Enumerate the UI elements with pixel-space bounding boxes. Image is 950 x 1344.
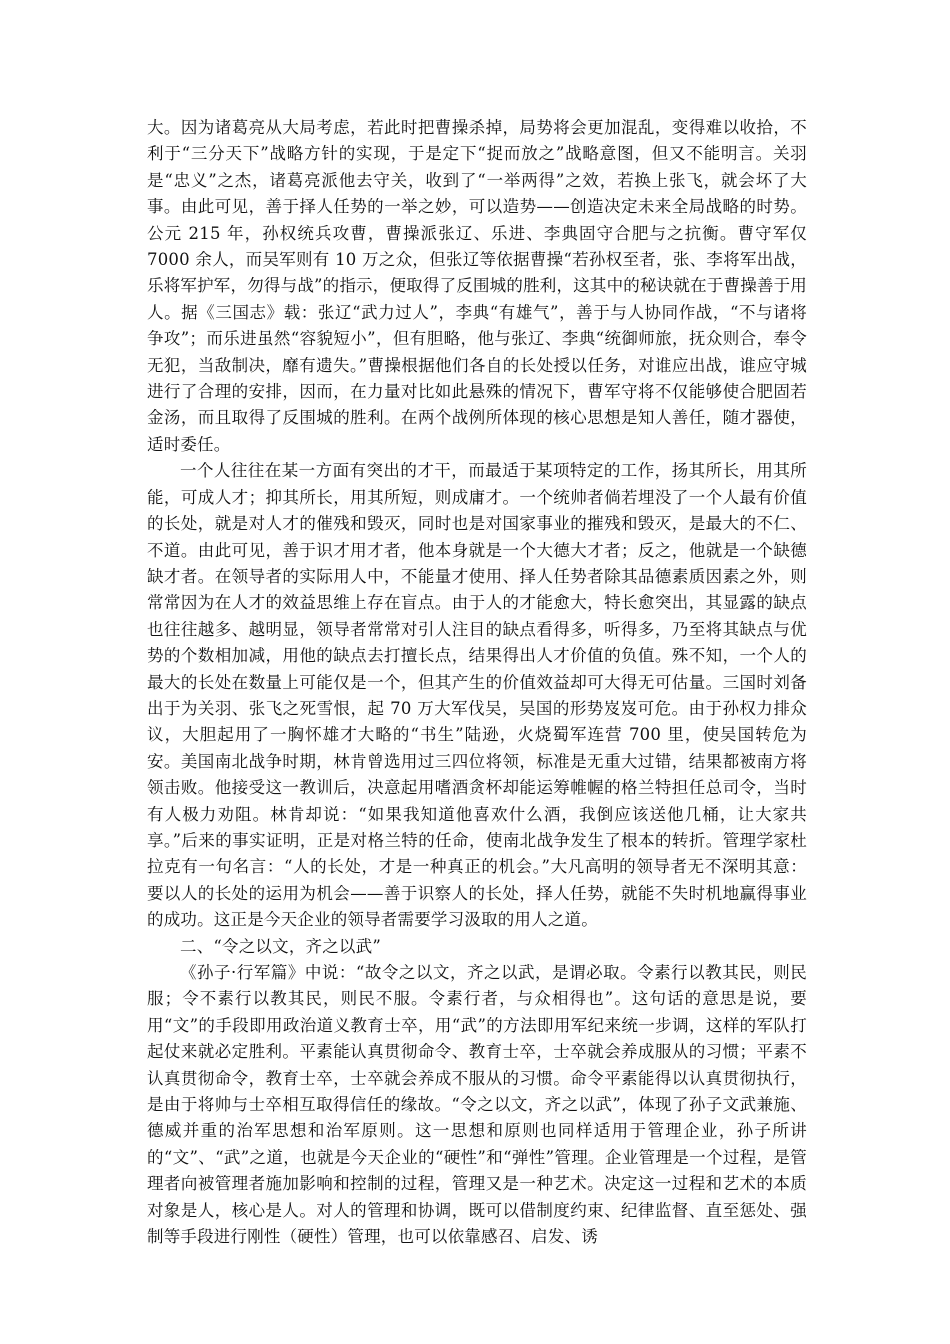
paragraph-talent-use: 一个人往往在某一方面有突出的才干，而最适于某项特定的工作，扬其所长，用其所能，可成人才；抑其所长，用其所短，则成庸才。一个统帅者倘若埋没了一个人最有价值的长处，就是对人才的催残和毁灭，同时也是对国家事业的摧残和毁灭，是最大的不仁、不道。由此可见，善于识才用才者，他本身就是一个大德大才者；反之，他就是一个缺德缺才者。在领导者的实际用人中，不能量才使用、择人任势者除其品德素质因素之外，则常常因为在人才的效益思维上存在盲点。由于人的才能愈大，特长愈突出，其显露的缺点也往往越多、越明显，领导者常常对引人注目的缺点看得多，听得多，乃至将其缺点与优势的个数相加减，用他的缺点去打擅长点，结果得出人才价值的负值。殊不知，一个人的最大的长处在数量上可能仅是一个，但其产生的价值效益却可大得无可估量。三国时刘备出于为关羽、张飞之死雪恨，起 70 万大军伐吴，吴国的形势岌岌可危。由于孙权力排众议，大胆起用了一胸怀雄才大略的“书生”陆逊，火烧蜀军连营 700 里，使吴国转危为安。美国南北战争时期，林肯曾选用过三四位将领，标准是无重大过错，结果都被南方将领击败。他接受这一教训后，决意起用嗜酒贪杯却能运筹帷幄的格兰特担任总司令，当时有人极力劝阻。林肯却说：“如果我知道他喜欢什么酒，我倒应该送他几桶，让大家共享。”后来的事实证明，正是对格兰特的任命，使南北战争发生了根本的转折。管理学家杜拉克有一句名言：“人的长处，才是一种真正的机会。”大凡高明的领导者无不深明其意：要以人的长处的运用为机会——善于识察人的长处，择人任势，就能不失时机地赢得事业的成功。这正是今天企业的领导者需要学习汲取的用人之道。 [147,461,807,930]
paragraph-sunzi: 《孙子·行军篇》中说：“故令之以文，齐之以武，是谓必取。令素行以教其民，则民服；令不素行以教其民，则民不服。令素行者，与众相得也”。这句话的意思是说，要用“文”的手段即用政治道义教育士卒，用“武”的方法即用军纪来统一步调，这样的军队打起仗来就必定胜利。平素能认真贯彻命令、教育士卒，士卒就会养成服从的习惯；平素不认真贯彻命令，教育士卒，士卒就会养成不服从的习惯。命令平素能得以认真贯彻执行，是由于将帅与士卒相互取得信任的缘故。“令之以文，齐之以武”，体现了孙子文武兼施、德威并重的治军思想和治军原则。这一思想和原则也同样适用于管理企业，孙子所讲的“文”、“武”之道，也就是今天企业的“硬性”和“弹性”管理。企业管理是一个过程，是管理者向被管理者施加影响和控制的过程，管理又是一种艺术。决定这一过程和艺术的本质对象是人，核心是人。对人的管理和协调，既可以借制度约束、纪律监督、直至惩处、强制等手段进行刚性（硬性）管理，也可以依靠感召、启发、诱 [147,963,807,1247]
paragraph-continuation: 大。因为诸葛亮从大局考虑，若此时把曹操杀掉，局势将会更加混乱，变得难以收拾，不利于“三分天下”战略方针的实现，于是定下“捉而放之”战略意图，但又不能明言。关羽是“忠义”之杰，诸葛亮派他去守关，收到了“一举两得”之效，若换上张飞，就会坏了大事。由此可见，善于择人任势的一举之妙，可以造势——创造决定未来全局战略的时势。公元 215 年，孙权统兵攻曹，曹操派张辽、乐进、李典固守合肥与之抗衡。曹守军仅 7000 余人，而吴军则有 10 万之众，但张辽等依据曹操“若孙权至者，张、李将军出战，乐将军护军，勿得与战”的指示，便取得了反围城的胜利，这其中的秘诀就在于曹操善于用人。据《三国志》载：张辽“武力过人”，李典“有雄气”，善于与人协同作战，“不与诸将争攻”；而乐进虽然“容貌短小”，但有胆略，他与张辽、李典“统御师旅，抚众则合，奉令无犯，当敌制决，靡有遗失。”曹操根据他们各自的长处授以任务，对谁应出战，谁应守城进行了合理的安排，因而，在力量对比如此悬殊的情况下，曹军守将不仅能够使合肥固若金汤，而且取得了反围城的胜利。在两个战例所体现的核心思想是知人善任，随才器使，适时委任。 [147,118,807,454]
document-body [147,115,807,1250]
section-heading: 二、“令之以文，齐之以武” [180,936,381,956]
